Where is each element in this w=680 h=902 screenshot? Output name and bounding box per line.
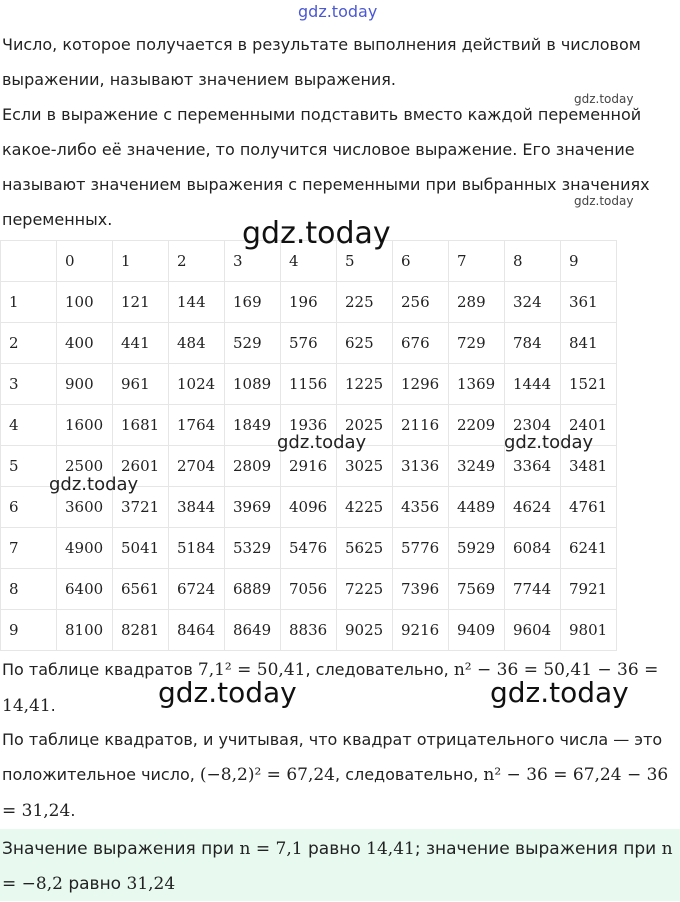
- table-row: [1, 323, 617, 364]
- table-cell: 324: [505, 282, 561, 323]
- table-row-label: 7: [1, 528, 57, 569]
- solution-2-text-a: По таблице квадратов, и учитывая, что квадрат отрицательного числа — это положительное число,: [2, 730, 663, 784]
- table-cell: 1681: [113, 405, 169, 446]
- answer-block: [0, 829, 680, 901]
- solution-paragraph-2: [2, 722, 678, 829]
- table-cell: 6241: [561, 528, 617, 569]
- solution-1-formula-a: 7,1² = 50,41: [197, 660, 306, 680]
- table-row: [1, 282, 617, 323]
- table-cell: 7744: [505, 569, 561, 610]
- table-cell: 3364: [505, 446, 561, 487]
- table-cell: 5041: [113, 528, 169, 569]
- table-row-label: 6: [1, 487, 57, 528]
- answer-text-c: ; значение выражения при: [414, 839, 662, 859]
- table-cell: 2209: [449, 405, 505, 446]
- table-cell: 441: [113, 323, 169, 364]
- table-cell: 1369: [449, 364, 505, 405]
- table-cell: 6724: [169, 569, 225, 610]
- table-cell: 484: [169, 323, 225, 364]
- table-cell: 3600: [57, 487, 113, 528]
- table-cell: 9025: [337, 610, 393, 651]
- table-header-cell: 6: [393, 241, 449, 282]
- table-cell: 1521: [561, 364, 617, 405]
- solution-2-text-b: , следовательно,: [335, 765, 484, 784]
- table-cell: 3969: [225, 487, 281, 528]
- table-cell: 169: [225, 282, 281, 323]
- table-cell: 1936: [281, 405, 337, 446]
- table-row-label: 1: [1, 282, 57, 323]
- table-cell: 8836: [281, 610, 337, 651]
- table-cell: 5329: [225, 528, 281, 569]
- table-row-label: 3: [1, 364, 57, 405]
- table-header-cell: 7: [449, 241, 505, 282]
- table-cell: 2401: [561, 405, 617, 446]
- table-cell: 9409: [449, 610, 505, 651]
- table-cell: 576: [281, 323, 337, 364]
- answer-n-value-1: n = 7,1: [239, 839, 303, 859]
- table-cell: 400: [57, 323, 113, 364]
- table-cell: 4356: [393, 487, 449, 528]
- table-cell: 1089: [225, 364, 281, 405]
- table-cell: 676: [393, 323, 449, 364]
- watermark-bottom-left: gdz.today: [158, 676, 297, 709]
- table-cell: 289: [449, 282, 505, 323]
- table-cell: 1764: [169, 405, 225, 446]
- table-cell: 196: [281, 282, 337, 323]
- table-cell: 5776: [393, 528, 449, 569]
- table-header-cell: 1: [113, 241, 169, 282]
- table-header-cell: 2: [169, 241, 225, 282]
- watermark-bottom-right: gdz.today: [490, 676, 629, 709]
- table-cell: 100: [57, 282, 113, 323]
- answer-n-value-2: n = −8,2: [2, 839, 673, 894]
- table-cell: 7569: [449, 569, 505, 610]
- table-cell: 529: [225, 323, 281, 364]
- table-cell: 2601: [113, 446, 169, 487]
- table-cell: 9801: [561, 610, 617, 651]
- answer-text-d: равно: [62, 874, 127, 894]
- solution-2-formula-a: (−8,2)² = 67,24: [199, 765, 336, 785]
- table-cell: 361: [561, 282, 617, 323]
- table-cell: 9604: [505, 610, 561, 651]
- table-row: [1, 528, 617, 569]
- table-row: [1, 364, 617, 405]
- table-cell: 121: [113, 282, 169, 323]
- table-cell: 1296: [393, 364, 449, 405]
- table-cell: 3721: [113, 487, 169, 528]
- table-cell: 1444: [505, 364, 561, 405]
- table-cell: 2025: [337, 405, 393, 446]
- table-cell: 7056: [281, 569, 337, 610]
- table-cell: 3481: [561, 446, 617, 487]
- table-cell: 3844: [169, 487, 225, 528]
- table-cell: 225: [337, 282, 393, 323]
- table-cell: 1156: [281, 364, 337, 405]
- table-cell: 841: [561, 323, 617, 364]
- table-cell: 9216: [393, 610, 449, 651]
- table-cell: 4900: [57, 528, 113, 569]
- table-cell: 5929: [449, 528, 505, 569]
- solution-2-text-c: .: [70, 801, 76, 820]
- answer-text: [2, 832, 678, 902]
- table-cell: 900: [57, 364, 113, 405]
- table-cell: 6561: [113, 569, 169, 610]
- table-cell: 3249: [449, 446, 505, 487]
- table-cell: 2809: [225, 446, 281, 487]
- table-cell: 1024: [169, 364, 225, 405]
- table-cell: 2916: [281, 446, 337, 487]
- table-cell: 6400: [57, 569, 113, 610]
- solution-1-text-c: .: [50, 696, 56, 715]
- table-cell: 256: [393, 282, 449, 323]
- answer-result-2: 31,24: [126, 874, 176, 894]
- solution-1-formula-b: n² − 36 = 50,41 − 36 = 14,41: [2, 660, 659, 716]
- table-cell: 7225: [337, 569, 393, 610]
- solution-2-formula-b: n² − 36 = 67,24 − 36 = 31,24: [2, 765, 669, 821]
- watermark-top: gdz.today: [298, 2, 378, 21]
- table-cell: 1849: [225, 405, 281, 446]
- table-row: [1, 569, 617, 610]
- table-cell: 8100: [57, 610, 113, 651]
- table-cell: 5184: [169, 528, 225, 569]
- table-header-cell: [1, 241, 57, 282]
- table-header-cell: 8: [505, 241, 561, 282]
- watermark-right-1: gdz.today: [574, 92, 634, 106]
- table-row-label: 5: [1, 446, 57, 487]
- table-cell: 625: [337, 323, 393, 364]
- solution-1-text-b: , следовательно,: [305, 660, 454, 679]
- table-cell: 5476: [281, 528, 337, 569]
- table-cell: 2116: [393, 405, 449, 446]
- definition-variable-expression: Если в выражение с переменными подставить вместо каждой переменной какое-либо её значение, то получится числовое выражение. Его значение называют значением выражения с переменными при выбранных значениях переменных.: [2, 105, 650, 229]
- table-row-label: 8: [1, 569, 57, 610]
- table-cell: 729: [449, 323, 505, 364]
- table-cell: 7396: [393, 569, 449, 610]
- definition-numeric-expression: Число, которое получается в результате выполнения действий в числовом выражении, называют значением выражения.: [2, 35, 641, 89]
- table-header-cell: 5: [337, 241, 393, 282]
- table-header-cell: 9: [561, 241, 617, 282]
- table-cell: 4489: [449, 487, 505, 528]
- watermark-mid-1: gdz.today: [277, 432, 367, 453]
- table-cell: 1600: [57, 405, 113, 446]
- table-cell: 8281: [113, 610, 169, 651]
- table-cell: 4761: [561, 487, 617, 528]
- table-cell: 5625: [337, 528, 393, 569]
- solution-1-text-a: По таблице квадратов: [2, 660, 198, 679]
- table-row: [1, 610, 617, 651]
- table-row-label: 2: [1, 323, 57, 364]
- table-cell: 6889: [225, 569, 281, 610]
- watermark-row6: gdz.today: [49, 474, 139, 495]
- watermark-mid-2: gdz.today: [504, 432, 594, 453]
- table-cell: 4096: [281, 487, 337, 528]
- table-header-cell: 4: [281, 241, 337, 282]
- table-cell: 8649: [225, 610, 281, 651]
- table-cell: 4225: [337, 487, 393, 528]
- table-cell: 2704: [169, 446, 225, 487]
- watermark-table-top: gdz.today: [242, 216, 391, 251]
- table-cell: 4624: [505, 487, 561, 528]
- answer-result-1: 14,41: [366, 839, 415, 859]
- table-row-label: 9: [1, 610, 57, 651]
- table-cell: 784: [505, 323, 561, 364]
- table-cell: 961: [113, 364, 169, 405]
- answer-text-a: Значение выражения при: [2, 839, 240, 859]
- table-cell: 3025: [337, 446, 393, 487]
- answer-text-b: равно: [302, 839, 367, 859]
- table-cell: 1225: [337, 364, 393, 405]
- table-cell: 3136: [393, 446, 449, 487]
- table-cell: 8464: [169, 610, 225, 651]
- table-cell: 6084: [505, 528, 561, 569]
- table-cell: 7921: [561, 569, 617, 610]
- table-header-cell: 3: [225, 241, 281, 282]
- watermark-right-2: gdz.today: [574, 194, 634, 208]
- table-cell: 2304: [505, 405, 561, 446]
- table-cell: 144: [169, 282, 225, 323]
- table-row-label: 4: [1, 405, 57, 446]
- table-header-cell: 0: [57, 241, 113, 282]
- table-cell: 2500: [57, 446, 113, 487]
